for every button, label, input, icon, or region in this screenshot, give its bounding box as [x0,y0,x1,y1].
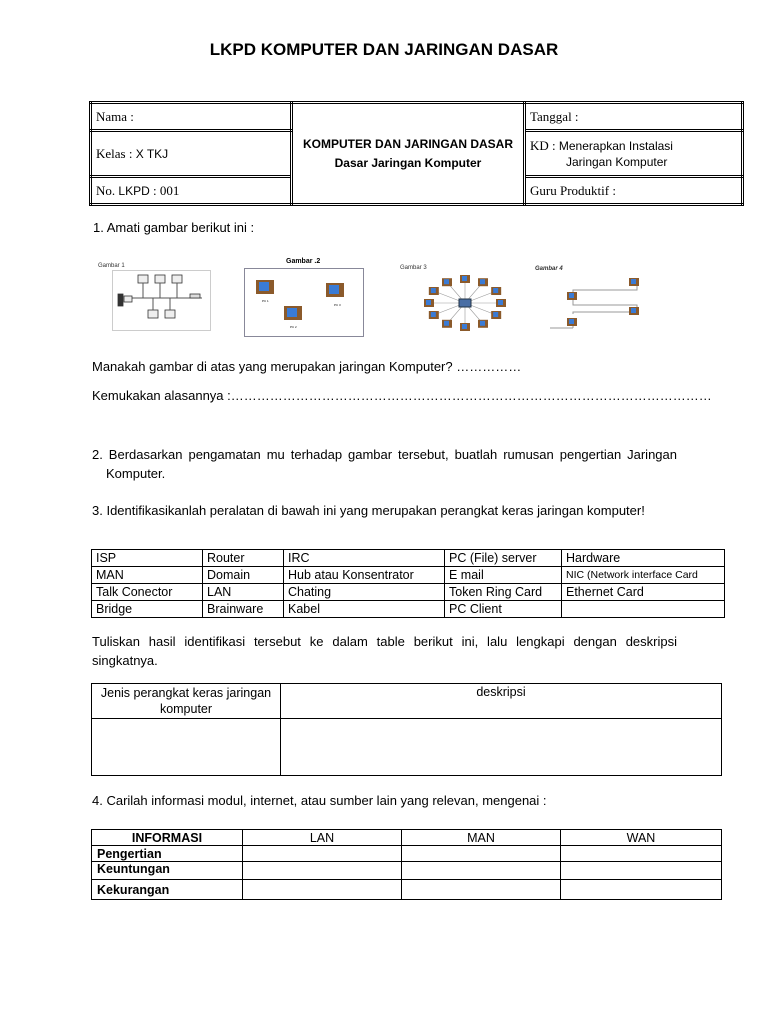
header-wan: WAN [561,830,722,846]
device-cell: NIC (Network interface Card [562,567,725,584]
device-cell: Bridge [92,601,203,618]
question-3: 3. Identifikasikanlah peralatan di bawah ini yang merupakan perangkat keras jaringan komputer! [92,503,645,518]
device-cell: Brainware [203,601,284,618]
no-lkpd-field [91,177,292,205]
cell-input[interactable] [402,846,561,862]
no-value: : 001 [153,182,180,198]
device-cell: Ethernet Card [562,584,725,601]
device-cell: Hub atau Konsentrator [284,567,445,584]
row-pengertian: Pengertian [92,846,243,862]
col-jenis-header: Jenis perangkat keras jaringan komputer [92,684,281,719]
device-row [92,601,725,618]
deskripsi-input-cell[interactable] [281,719,722,776]
figure-1-bus-network [112,270,212,332]
nama-field: Nama : [91,103,292,131]
cell-input[interactable] [243,846,402,862]
row-kekurangan: Kekurangan [92,880,243,900]
guru-field: Guru Produktif : [525,177,743,205]
information-table [91,829,722,900]
kelas-field [91,131,292,177]
cell-input[interactable] [402,862,561,880]
kelas-value: X TKJ [135,146,169,161]
subject-subtitle: Dasar Jaringan Komputer [334,155,482,170]
kd-field [525,131,743,177]
device-row [92,584,725,601]
cell-input[interactable] [402,880,561,900]
header-lan: LAN [243,830,402,846]
cell-input[interactable] [561,880,722,900]
figure-2-label: Gambar .2 [286,258,321,265]
question-1: 1. Amati gambar berikut ini : [93,220,255,235]
figure-2-standalone-pcs [244,268,364,338]
device-cell: Domain [203,567,284,584]
figure-4-label: Gambar 4 [535,266,563,272]
no-label: No. [96,182,116,198]
device-row [92,567,725,584]
device-cell: Talk Conector [92,584,203,601]
subject-title: KOMPUTER DAN JARINGAN DASAR [302,136,513,151]
pc-3-label: PC 3 [334,303,341,307]
device-cell: Token Ring Card [445,584,562,601]
device-row [92,550,725,567]
question-1-reason: Kemukakan alasannya :………………………………………………………………………………………………… [92,388,712,403]
devices-table [91,549,725,618]
cell-input[interactable] [561,862,722,880]
device-cell: ISP [92,550,203,567]
figure-3-label: Gambar 3 [400,265,427,271]
tanggal-field: Tanggal : [525,103,743,131]
identification-table [91,683,722,776]
device-cell: Chating [284,584,445,601]
jenis-input-cell[interactable] [92,719,281,776]
figure-4-ring-network [545,272,645,332]
kd-line2: Jaringan Komputer [566,154,668,169]
device-cell: LAN [203,584,284,601]
pc-2-label: PC 2 [290,325,297,329]
figure-1-label: Gambar 1 [98,263,125,269]
kelas-label: Kelas : [96,145,133,161]
figure-3-star-network [420,272,510,334]
pc-1-label: PC 1 [262,299,269,303]
col-deskripsi-header: deskripsi [281,684,722,719]
device-cell: E mail [445,567,562,584]
page-title: LKPD KOMPUTER DAN JARINGAN DASAR [209,40,559,59]
lkpd-label: LKPD [118,183,150,198]
cell-input[interactable] [243,862,402,880]
device-cell: IRC [284,550,445,567]
header-informasi: INFORMASI [92,830,243,846]
device-cell [562,601,725,618]
question-2: 2. Berdasarkan pengamatan mu terhadap gambar tersebut, buatlah rumusan pengertian Jaringan Komputer. [92,447,677,481]
header-man: MAN [402,830,561,846]
device-cell: Router [203,550,284,567]
subject-cell [292,103,525,205]
row-keuntungan: Keuntungan [92,862,243,880]
cell-input[interactable] [243,880,402,900]
cell-input[interactable] [561,846,722,862]
device-cell: MAN [92,567,203,584]
device-cell: Hardware [562,550,725,567]
question-4: 4. Carilah informasi modul, internet, atau sumber lain yang relevan, mengenai : [92,793,547,808]
question-1-prompt: Manakah gambar di atas yang merupakan jaringan Komputer? …………… [92,359,522,374]
kd-line1: Menerapkan Instalasi [558,138,673,153]
device-cell: Kabel [284,601,445,618]
instruction-text: Tuliskan hasil identifikasi tersebut ke dalam table berikut ini, lalu lengkapi dengan deskripsi singkatnya. [92,634,677,668]
kd-label: KD : [530,137,556,153]
header-table [89,101,744,206]
device-cell: PC Client [445,601,562,618]
device-cell: PC (File) server [445,550,562,567]
